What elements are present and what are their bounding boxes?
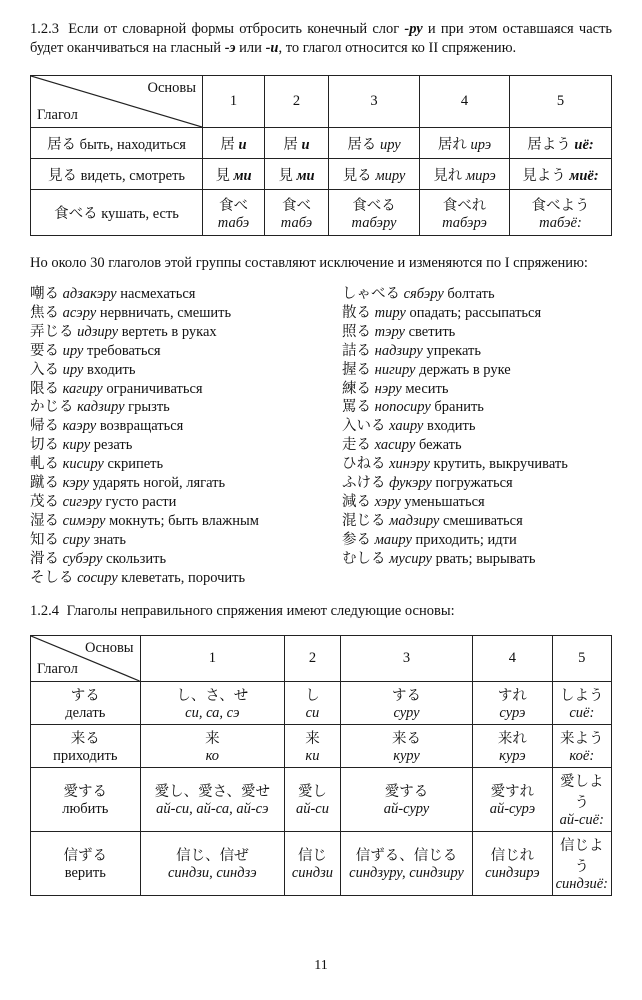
stem-cell: 見れ мирэ bbox=[420, 159, 510, 190]
verb-meaning: бранить bbox=[434, 399, 484, 416]
header-stems: Основы bbox=[85, 639, 134, 656]
verb-cell: 信ずる верить bbox=[31, 831, 141, 895]
list-item bbox=[30, 417, 342, 436]
stem-cell: し、さ、せ си, са, сэ bbox=[140, 681, 285, 724]
stem-cell: する суру bbox=[340, 681, 472, 724]
verb-reading: тиру bbox=[374, 304, 406, 321]
list-item bbox=[342, 323, 612, 342]
table-header-diagonal bbox=[31, 76, 203, 128]
verb-meaning: требоваться bbox=[87, 342, 161, 359]
stem-cell: 来れ курэ bbox=[473, 724, 552, 767]
stem-cell: 愛すれ ай-сурэ bbox=[473, 767, 552, 831]
stem-cell: 来る куру bbox=[340, 724, 472, 767]
verb-meaning: ограничиваться bbox=[106, 380, 203, 397]
verb-cell: 来る приходить bbox=[31, 724, 141, 767]
verb-meaning: вертеть в руках bbox=[121, 323, 217, 340]
verb-reading: сиру bbox=[62, 531, 90, 548]
stem-cell: すれ сурэ bbox=[473, 681, 552, 724]
section-number: 1.2.3 bbox=[30, 21, 59, 37]
column-header: 4 bbox=[420, 76, 510, 128]
exceptions-list-left bbox=[30, 285, 342, 588]
verb-kanji: 湿る bbox=[30, 512, 59, 529]
verb-meaning: насмехаться bbox=[120, 286, 196, 302]
stem-cell: し си bbox=[285, 681, 341, 724]
list-item bbox=[342, 285, 612, 304]
list-item bbox=[342, 436, 612, 455]
verb-meaning: светить bbox=[408, 323, 456, 340]
list-item bbox=[30, 436, 342, 455]
verb-meaning: уменьшаться bbox=[404, 493, 485, 510]
verb-reading: субэру bbox=[62, 550, 103, 567]
verb-kanji: 参る bbox=[342, 531, 371, 548]
section-number: 1.2.4 bbox=[30, 602, 59, 619]
verb-reading: сигэру bbox=[62, 493, 102, 510]
verb-kanji: ふける bbox=[342, 475, 386, 492]
verb-reading: адзакэру bbox=[62, 286, 117, 302]
verb-meaning: входить bbox=[87, 361, 136, 378]
verb-meaning: упрекать bbox=[426, 342, 481, 359]
vowel-i: -и bbox=[265, 40, 279, 56]
verb-reading: симэру bbox=[62, 512, 106, 529]
verb-reading: маиру bbox=[374, 531, 412, 548]
verb-kanji: 切る bbox=[30, 437, 59, 454]
verb-reading: нигиру bbox=[374, 361, 416, 378]
column-header: 4 bbox=[473, 635, 552, 681]
verb-reading: киру bbox=[62, 437, 91, 454]
column-header: 1 bbox=[140, 635, 285, 681]
table-row bbox=[31, 128, 612, 159]
stem-cell: 信じ синдзи bbox=[285, 831, 341, 895]
verb-meaning: опадать; рассыпаться bbox=[409, 304, 542, 321]
stem-cell: 居よう иё: bbox=[510, 128, 612, 159]
verb-kanji: 限る bbox=[30, 380, 59, 397]
verb-reading: асэру bbox=[62, 304, 97, 321]
table-row bbox=[31, 767, 612, 831]
verb-cell: 愛する любить bbox=[31, 767, 141, 831]
column-header: 2 bbox=[285, 635, 341, 681]
verb-cell: 見る видеть, смотреть bbox=[31, 159, 203, 190]
verb-meaning: держать в руке bbox=[419, 361, 511, 378]
list-item bbox=[30, 455, 342, 474]
verb-kanji: 練る bbox=[342, 380, 371, 397]
verb-reading: фукэру bbox=[389, 475, 432, 492]
table-row bbox=[31, 831, 612, 895]
stem-cell: 来 ки bbox=[285, 724, 341, 767]
list-item bbox=[342, 304, 612, 323]
list-item bbox=[342, 380, 612, 399]
verb-kanji: 知る bbox=[30, 531, 59, 548]
list-item bbox=[342, 398, 612, 417]
verb-reading: иру bbox=[62, 361, 84, 378]
list-item bbox=[30, 323, 342, 342]
paragraph-1-2-4 bbox=[30, 602, 612, 621]
verb-cell: 食べる кушать, есть bbox=[31, 190, 203, 236]
stem-cell: 愛し ай-си bbox=[285, 767, 341, 831]
verb-meaning: ударять ногой, лягать bbox=[92, 475, 226, 492]
list-item bbox=[30, 304, 342, 323]
verb-kanji: かじる bbox=[30, 399, 74, 416]
verb-meaning: скользить bbox=[106, 550, 167, 567]
list-item bbox=[30, 493, 342, 512]
page bbox=[30, 20, 612, 896]
stem-cell: 信ずる、信じる синдзуру, синдзиру bbox=[340, 831, 472, 895]
stem-cell: 食べよう табэё: bbox=[510, 190, 612, 236]
text: Глаголы неправильного спряжения имеют следующие основы: bbox=[66, 602, 455, 619]
verb-kanji: 散る bbox=[342, 304, 371, 321]
list-item bbox=[30, 550, 342, 569]
verb-reading: нonосиру bbox=[374, 399, 431, 416]
verb-meaning: нервничать, смешить bbox=[99, 304, 232, 321]
stem-cell: 居 и bbox=[203, 128, 265, 159]
verb-reading: хаиру bbox=[389, 418, 424, 435]
list-item bbox=[342, 455, 612, 474]
paragraph-1-2-3 bbox=[30, 20, 612, 58]
verb-kanji: 焦る bbox=[30, 304, 59, 321]
verb-reading: сябэру bbox=[403, 286, 444, 302]
column-header: 3 bbox=[329, 76, 420, 128]
verb-meaning: рвать; вырывать bbox=[435, 550, 536, 567]
list-item bbox=[30, 512, 342, 531]
verb-kanji: 蹴る bbox=[30, 475, 59, 492]
exceptions-list-right bbox=[342, 285, 612, 588]
verb-cell: 居る быть, находиться bbox=[31, 128, 203, 159]
verb-kanji: 要る bbox=[30, 342, 59, 359]
verb-kanji: 軋る bbox=[30, 456, 59, 473]
verb-kanji: 帰る bbox=[30, 418, 59, 435]
stem-cell: 食べ табэ bbox=[265, 190, 329, 236]
table-row bbox=[31, 681, 612, 724]
verb-kanji: 詰る bbox=[342, 342, 371, 359]
list-item bbox=[342, 531, 612, 550]
stem-cell: 居 и bbox=[265, 128, 329, 159]
list-item bbox=[342, 493, 612, 512]
verb-reading: сосиру bbox=[77, 569, 118, 586]
stem-cell: 見よう миё: bbox=[510, 159, 612, 190]
verb-reading: кисиру bbox=[62, 456, 104, 473]
stem-cell: 食べ табэ bbox=[203, 190, 265, 236]
verb-meaning: резать bbox=[93, 437, 133, 454]
table-row bbox=[31, 190, 612, 236]
stem-cell: 信じよう синдзиё: bbox=[552, 831, 611, 895]
table-row bbox=[31, 159, 612, 190]
verb-kanji: 混じる bbox=[342, 512, 386, 529]
stem-cell: 食べる табэру bbox=[329, 190, 420, 236]
verb-reading: иру bbox=[62, 342, 84, 359]
verb-reading: тэру bbox=[374, 323, 405, 340]
list-item bbox=[30, 531, 342, 550]
header-verb: Глагол bbox=[37, 107, 78, 123]
verb-reading: идзиру bbox=[77, 323, 119, 340]
verb-kanji: 罵る bbox=[342, 399, 371, 416]
suffix-ru: -ру bbox=[404, 21, 423, 37]
stem-cell: 愛し、愛さ、愛せ ай-си, ай-са, ай-сэ bbox=[140, 767, 285, 831]
verb-kanji: 入いる bbox=[342, 418, 386, 435]
table-header-diagonal bbox=[31, 635, 141, 681]
verb-meaning: густо расти bbox=[105, 493, 177, 510]
list-item bbox=[30, 361, 342, 380]
verb-reading: хинэру bbox=[389, 456, 430, 473]
verb-meaning: бежать bbox=[418, 437, 462, 454]
list-item bbox=[30, 342, 342, 361]
verb-kanji: 滑る bbox=[30, 550, 59, 567]
verb-meaning: возвращаться bbox=[99, 418, 184, 435]
header-verb: Глагол bbox=[37, 660, 78, 677]
verb-meaning: клеветать, порочить bbox=[121, 569, 246, 586]
verb-meaning: приходить; идти bbox=[415, 531, 517, 548]
verb-kanji: むしる bbox=[342, 550, 386, 567]
text: Если от словарной формы отбросить конечный слог bbox=[68, 21, 400, 37]
verb-reading: кэру bbox=[62, 475, 90, 492]
verb-kanji: そしる bbox=[30, 569, 74, 586]
verb-kanji: 握る bbox=[342, 361, 371, 378]
verb-kanji: 茂る bbox=[30, 493, 59, 510]
verb-kanji: 走る bbox=[342, 437, 371, 454]
verb-kanji: しゃべる bbox=[342, 286, 400, 302]
list-item bbox=[30, 569, 342, 588]
verb-meaning: погружаться bbox=[435, 475, 513, 492]
verb-meaning: крутить, выкручивать bbox=[433, 456, 568, 473]
verb-kanji: 嘲る bbox=[30, 286, 59, 302]
verb-kanji: 照る bbox=[342, 323, 371, 340]
verb-reading: кагиру bbox=[62, 380, 103, 397]
list-item bbox=[30, 380, 342, 399]
stem-cell: しよう сиё: bbox=[552, 681, 611, 724]
verb-meaning: знать bbox=[93, 531, 126, 548]
text: и при этом оставшаяся часть будет оканчиваться на гласный bbox=[30, 21, 613, 56]
stem-cell: 見 ми bbox=[265, 159, 329, 190]
stem-cell: 来 ко bbox=[140, 724, 285, 767]
conjugation-table-1 bbox=[30, 75, 612, 236]
list-item bbox=[342, 512, 612, 531]
column-header: 1 bbox=[203, 76, 265, 128]
list-item bbox=[342, 474, 612, 493]
text: , то глагол относится ко II спряжению. bbox=[278, 40, 517, 56]
column-header: 5 bbox=[510, 76, 612, 128]
column-header: 5 bbox=[552, 635, 611, 681]
column-header: 2 bbox=[265, 76, 329, 128]
stem-cell: 愛しよう ай-сиё: bbox=[552, 767, 611, 831]
verb-meaning: входить bbox=[427, 418, 476, 435]
stem-cell: 信じ、信ぜ синдзи, синдзэ bbox=[140, 831, 285, 895]
verb-meaning: грызть bbox=[128, 399, 170, 416]
page-number: 11 bbox=[314, 958, 328, 973]
verb-reading: хасиру bbox=[374, 437, 416, 454]
verb-reading: нэру bbox=[374, 380, 402, 397]
list-item bbox=[342, 342, 612, 361]
verb-kanji: 減る bbox=[342, 493, 371, 510]
verb-meaning: болтать bbox=[447, 286, 495, 302]
stem-cell: 信じれ синдзирэ bbox=[473, 831, 552, 895]
verb-meaning: смешиваться bbox=[443, 512, 523, 529]
conjugation-table-2 bbox=[30, 635, 612, 896]
list-item bbox=[342, 550, 612, 569]
stem-cell: 食べれ табэрэ bbox=[420, 190, 510, 236]
stem-cell: 居れ ирэ bbox=[420, 128, 510, 159]
list-item bbox=[342, 417, 612, 436]
vowel-e: -э bbox=[224, 40, 236, 56]
verb-kanji: 入る bbox=[30, 361, 59, 378]
column-header: 3 bbox=[340, 635, 472, 681]
verb-kanji: 弄じる bbox=[30, 323, 74, 340]
stem-cell: 居る иру bbox=[329, 128, 420, 159]
exceptions-lists bbox=[30, 285, 612, 588]
verb-reading: каэру bbox=[62, 418, 97, 435]
verb-kanji: ひねる bbox=[342, 456, 386, 473]
list-item bbox=[30, 474, 342, 493]
table-row bbox=[31, 724, 612, 767]
verb-reading: кадзиру bbox=[77, 399, 125, 416]
list-item bbox=[342, 361, 612, 380]
stem-cell: 愛する ай-суру bbox=[340, 767, 472, 831]
list-item bbox=[30, 398, 342, 417]
verb-meaning: скрипеть bbox=[107, 456, 164, 473]
verb-reading: надзиру bbox=[374, 342, 423, 359]
text: или bbox=[239, 40, 262, 56]
list-item bbox=[30, 285, 342, 304]
verb-meaning: месить bbox=[405, 380, 449, 397]
verb-reading: мусиру bbox=[389, 550, 432, 567]
exceptions-intro: Но около 30 глаголов этой группы составляют исключение и изменяются по I спряжению: bbox=[30, 255, 588, 271]
stem-cell: 見 ми bbox=[203, 159, 265, 190]
stem-cell: 来よう коё: bbox=[552, 724, 611, 767]
verb-meaning: мокнуть; быть влажным bbox=[109, 512, 259, 529]
verb-reading: мадзиру bbox=[389, 512, 440, 529]
verb-cell: する делать bbox=[31, 681, 141, 724]
verb-reading: хэру bbox=[374, 493, 401, 510]
header-stems: Основы bbox=[147, 80, 196, 96]
stem-cell: 見る миру bbox=[329, 159, 420, 190]
